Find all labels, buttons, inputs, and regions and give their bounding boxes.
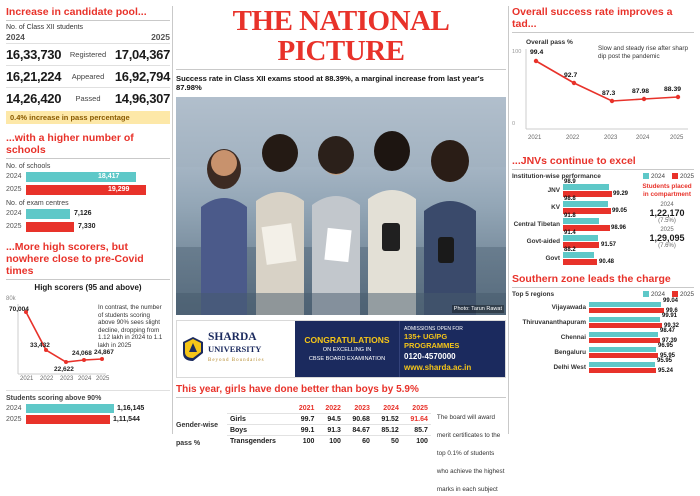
success-label-2024: 87.98 xyxy=(632,88,650,95)
zone-label-thiruvananthapuram: Thiruvananthapuram xyxy=(522,319,586,326)
scorers-ytick-top: 80k xyxy=(6,296,16,302)
girls-2023: 90.68 xyxy=(344,414,373,425)
compartment-pct-2024: (7.5%) xyxy=(658,218,676,224)
compartment-year-2024: 2024 xyxy=(660,202,674,208)
success-label-2021: 99.4 xyxy=(530,49,544,56)
table-row xyxy=(227,414,431,425)
boys-2024: 85.12 xyxy=(373,425,402,436)
pool-row-registered xyxy=(6,47,170,62)
girls-2025: 91.64 xyxy=(402,414,431,425)
zone-value-chennai-2024: 98.47 xyxy=(660,328,676,334)
above90-title: Students scoring above 90% xyxy=(6,395,102,402)
scorers-label-2021: 70,004 xyxy=(9,306,29,313)
jnv-legend xyxy=(643,173,694,180)
panel-gender-pass xyxy=(176,384,506,496)
th-2025: 2025 xyxy=(412,405,428,412)
zone-value-chennai-2025: 97.39 xyxy=(662,338,678,344)
gender-row-label: Gender-wise pass % xyxy=(176,422,219,447)
centres-bar-2024 xyxy=(6,209,170,220)
pool-year-2024: 2024 xyxy=(6,32,25,42)
scorers-label-2022: 33,432 xyxy=(30,342,50,349)
compartment-value-2024: 1,22,170 xyxy=(649,208,685,218)
boys-2022: 91.3 xyxy=(317,425,344,436)
success-label-2025: 88.39 xyxy=(664,86,682,93)
th-2023: 2023 xyxy=(354,405,370,412)
jnv-value-ga-2024: 91.4 xyxy=(564,230,576,236)
jnv-title: ...JNVs continue to excel xyxy=(512,155,636,167)
gender-title: This year, girls have done better than boys by 5.9% xyxy=(176,384,419,395)
schools-bar-2025-value: 19,299 xyxy=(108,186,130,193)
zone-value-delhi-2024: 95.95 xyxy=(657,358,673,364)
scorers-note: In contrast, the number of students scoring above 90% sees slight decline, dropping from 1.12 lakh in 2024 to 1.1 lakh in 2025 xyxy=(98,304,163,349)
success-x-2023: 2023 xyxy=(604,135,618,141)
above90-value-2024: 1,16,145 xyxy=(117,405,145,412)
zone-row-delhi-west xyxy=(512,358,694,376)
compartment-pct-2025: (7.6%) xyxy=(658,243,676,249)
girls-2021: 99.7 xyxy=(291,414,318,425)
ad-admissions-label: ADMISSIONS OPEN FOR xyxy=(404,326,463,332)
ad-headline: CONGRATULATIONS xyxy=(304,335,390,345)
ad-brand-block xyxy=(177,321,295,377)
ad-brand-line1: SHARDA xyxy=(208,331,257,343)
centres-label: No. of exam centres xyxy=(6,200,69,207)
gender-note: The board will award merit certificates to the top 0.1% of students who achieve the highest marks in each subject xyxy=(436,414,505,493)
ad-website[interactable]: www.sharda.ac.in xyxy=(404,363,472,372)
compartment-box xyxy=(640,183,694,249)
jnv-value-jnv-2025: 99.29 xyxy=(613,191,629,197)
scorers-label-2024: 24,068 xyxy=(72,350,92,357)
zone-value-vijayawada-2025: 99.6 xyxy=(666,308,678,314)
pool-subtitle: No. of Class XII students xyxy=(6,24,84,31)
pool-passed-2025: 14,96,307 xyxy=(114,91,170,106)
trans-2024: 50 xyxy=(373,436,402,447)
success-title: Overall success rate improves a tad... xyxy=(512,6,673,30)
center-column xyxy=(176,6,506,496)
success-label-2023: 87.3 xyxy=(602,90,616,97)
pool-appeared-label: Appeared xyxy=(71,72,105,81)
pool-note: 0.4% increase in pass percentage xyxy=(6,111,170,124)
panel-schools xyxy=(6,132,170,233)
zone-value-vijayawada-2024: 99.04 xyxy=(663,298,679,304)
jnv-value-ga-2025: 91.57 xyxy=(601,242,617,248)
schools-title: ...with a higher number of schools xyxy=(6,132,134,156)
schools-label: No. of schools xyxy=(6,163,51,170)
th-2022: 2022 xyxy=(325,405,341,412)
success-x-2021: 2021 xyxy=(528,135,542,141)
success-ytick-0: 0 xyxy=(512,121,516,127)
zone-label-delhi-west: Delhi West xyxy=(553,364,586,371)
pool-passed-label: Passed xyxy=(75,94,101,103)
success-line-chart xyxy=(512,37,694,149)
th-blank xyxy=(227,404,291,414)
scorers-chart-title: High scorers (95 and above) xyxy=(34,283,142,292)
zone-subtitle: Top 5 regions xyxy=(512,291,555,298)
advertisement[interactable] xyxy=(176,320,506,378)
girls-2024: 91.52 xyxy=(373,414,402,425)
jnv-label-govt: Govt xyxy=(545,255,560,262)
trans-2022: 100 xyxy=(317,436,344,447)
compartment-value-2025: 1,29,095 xyxy=(649,233,685,243)
trans-2021: 100 xyxy=(291,436,318,447)
pool-year-2025: 2025 xyxy=(151,32,170,42)
jnv-row-govt xyxy=(512,247,636,268)
jnv-label-jnv: JNV xyxy=(547,187,560,194)
high-scorers-line-chart xyxy=(6,294,170,390)
legend-2025: 2025 xyxy=(672,173,694,180)
university-logo-icon xyxy=(182,336,204,362)
zone-label-bengaluru: Bengaluru xyxy=(554,349,586,356)
page-subhead: Success rate in Class XII exams stood at 88.39%, a marginal increase from last year's 87.98% xyxy=(176,74,484,92)
jnv-label-kv: KV xyxy=(551,204,560,211)
success-x-2024: 2024 xyxy=(636,135,650,141)
left-column xyxy=(6,6,170,424)
ad-line1: ON EXCELLING IN xyxy=(322,347,372,353)
centres-bar-2025-value: 7,330 xyxy=(78,223,96,230)
ad-cta-block[interactable] xyxy=(399,321,505,377)
jnv-value-kv-2024: 98.8 xyxy=(564,196,576,202)
zone-label-vijayawada: Vijayawada xyxy=(551,304,586,311)
success-note: Slow and steady rise after sharp dip post the pandemic xyxy=(598,45,688,60)
photo-illustration xyxy=(176,97,506,315)
pool-appeared-2024: 16,21,224 xyxy=(6,69,62,84)
scorers-x-2024: 2024 xyxy=(78,376,92,382)
panel-candidate-pool xyxy=(6,6,170,124)
success-ytick-100: 100 xyxy=(512,49,522,55)
jnv-label-govt-aided: Govt-aided xyxy=(526,238,560,245)
schools-bar-2025-year: 2025 xyxy=(6,186,22,193)
jnv-value-govt-2024: 88.2 xyxy=(564,247,576,253)
above90-value-2025: 1,11,544 xyxy=(113,416,140,423)
legend-2024: 2024 xyxy=(643,173,665,180)
above90-row-2024 xyxy=(6,404,170,413)
jnv-label-central-tibetan: Central Tibetan xyxy=(513,221,560,228)
ad-phone[interactable]: 0120-4570000 xyxy=(404,352,456,361)
above90-year-2025: 2025 xyxy=(6,416,22,423)
centres-bar-2024-year: 2024 xyxy=(6,210,22,217)
jnv-subtitle: Institution-wise performance xyxy=(512,173,601,180)
table-row xyxy=(227,425,431,436)
ad-tagline: Beyond Boundaries xyxy=(208,358,265,363)
pool-title: Increase in candidate pool... xyxy=(6,6,147,18)
zone-value-tvm-2025: 99.32 xyxy=(664,323,680,329)
jnv-value-ct-2025: 98.96 xyxy=(611,225,627,231)
zone-legend-2024: 2024 xyxy=(643,291,665,298)
pool-appeared-2025: 16,92,794 xyxy=(114,69,170,84)
trans-2025: 100 xyxy=(402,436,431,447)
jnv-value-jnv-2024: 98.9 xyxy=(564,179,576,185)
panel-institution-performance xyxy=(512,155,694,268)
scorers-x-2022: 2022 xyxy=(40,376,54,382)
ad-message-block xyxy=(295,321,399,377)
scorers-x-2021: 2021 xyxy=(20,376,34,382)
zone-value-delhi-2025: 95.24 xyxy=(658,368,674,374)
success-x-2022: 2022 xyxy=(566,135,580,141)
scorers-x-2023: 2023 xyxy=(60,376,74,382)
zone-label-chennai: Chennai xyxy=(560,334,586,341)
zone-title: Southern zone leads the charge xyxy=(512,273,671,285)
jnv-value-govt-2025: 90.48 xyxy=(599,259,615,265)
ad-brand-name xyxy=(208,331,265,367)
zone-value-tvm-2024: 99.91 xyxy=(662,313,678,319)
success-x-2025: 2025 xyxy=(670,135,684,141)
schools-bar-2024-year: 2024 xyxy=(6,173,22,180)
gender-table xyxy=(227,404,431,446)
th-2024: 2024 xyxy=(383,405,399,412)
scorers-title: ...More high scorers, but nowhere close to pre-Covid times xyxy=(6,241,144,277)
row-boys-name: Boys xyxy=(227,425,291,436)
boys-2025: 85.7 xyxy=(402,425,431,436)
row-transgenders-name: Transgenders xyxy=(227,436,291,447)
boys-2021: 99.1 xyxy=(291,425,318,436)
pool-row-appeared xyxy=(6,69,170,84)
trans-2023: 60 xyxy=(344,436,373,447)
panel-zone xyxy=(512,273,694,376)
pool-passed-2024: 14,26,420 xyxy=(6,91,62,106)
hero-photo xyxy=(176,97,506,315)
ad-brand-line2: UNIVERSITY xyxy=(208,344,262,354)
divider-right xyxy=(508,6,509,434)
photo-credit: Photo: Tarun Rawat xyxy=(453,306,502,312)
page-title: THE NATIONAL PICTURE xyxy=(232,5,450,67)
row-girls-name: Girls xyxy=(227,414,291,425)
zone-legend-2025: 2025 xyxy=(672,291,694,298)
compartment-year-2025: 2025 xyxy=(660,227,674,233)
panel-success-rate xyxy=(512,6,694,149)
pool-registered-label: Registered xyxy=(69,50,107,59)
zone-legend xyxy=(643,291,694,298)
pool-registered-2025: 17,04,367 xyxy=(114,47,170,62)
pool-registered-2024: 16,33,730 xyxy=(6,47,62,62)
th-2021: 2021 xyxy=(298,405,315,412)
panel-above-90 xyxy=(6,395,170,424)
table-header-row xyxy=(227,404,431,414)
right-column xyxy=(512,6,694,376)
jnv-value-ct-2024: 91.8 xyxy=(564,213,576,219)
jnv-value-kv-2025: 99.05 xyxy=(612,208,628,214)
scorers-label-2025: 24,867 xyxy=(94,349,114,356)
divider-left xyxy=(172,6,173,434)
zone-value-bengaluru-2024: 96.95 xyxy=(658,343,674,349)
compartment-title: Students placed in compartment xyxy=(642,183,692,198)
centres-bar-2025 xyxy=(6,222,170,233)
centres-bar-2025-year: 2025 xyxy=(6,223,22,230)
scorers-label-2023: 22,622 xyxy=(54,366,74,373)
centres-bar-2024-value: 7,126 xyxy=(74,210,92,217)
above90-year-2024: 2024 xyxy=(6,405,22,412)
above90-row-2025 xyxy=(6,415,170,424)
girls-2022: 94.5 xyxy=(317,414,344,425)
success-label-2022: 92.7 xyxy=(564,72,578,79)
ad-line2: CBSE BOARD EXAMINATION xyxy=(308,356,386,362)
scorers-x-2025: 2025 xyxy=(96,376,110,382)
schools-bar-2024-value: 18,417 xyxy=(98,173,120,180)
boys-2023: 84.67 xyxy=(344,425,373,436)
success-series-label: Overall pass % xyxy=(526,39,573,46)
ad-programmes: 135+ UG/PG PROGRAMMES xyxy=(404,332,460,350)
schools-bar-2025 xyxy=(6,185,170,196)
panel-high-scorers xyxy=(6,241,170,424)
schools-bar-2024 xyxy=(6,172,170,183)
zone-value-bengaluru-2025: 95.95 xyxy=(660,353,676,359)
pool-row-passed xyxy=(6,91,170,106)
